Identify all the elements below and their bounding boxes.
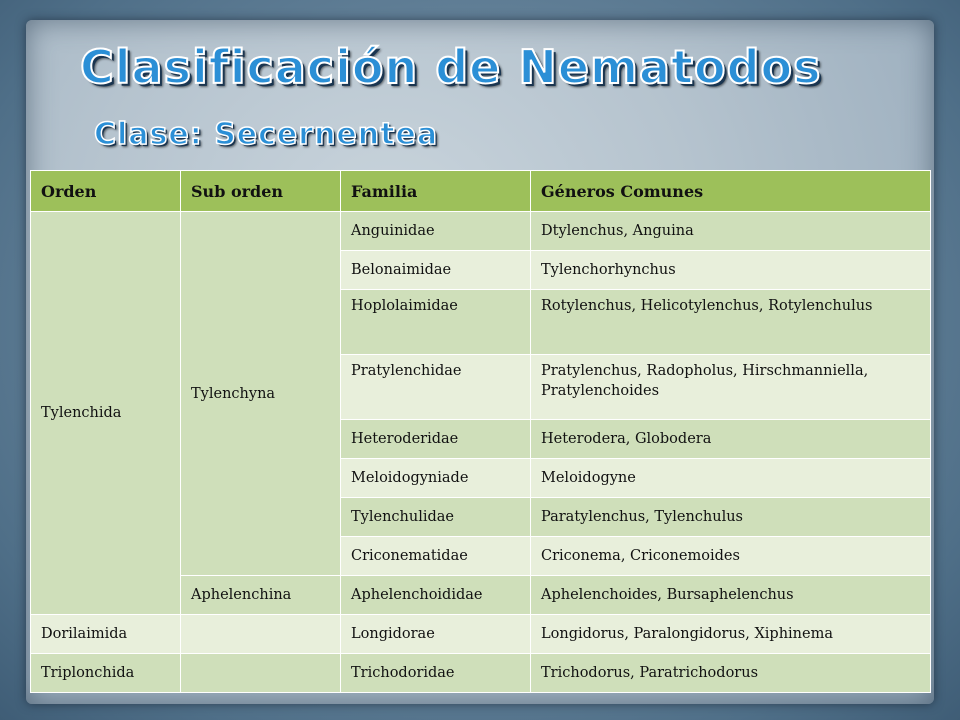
familia-cell: Criconematidae xyxy=(341,537,531,576)
header-sub-orden: Sub orden xyxy=(181,171,341,212)
suborden-cell: Aphelenchina xyxy=(181,576,341,615)
table-row xyxy=(31,654,931,693)
generos-cell: Meloidogyne xyxy=(531,459,931,498)
header-generos: Géneros Comunes xyxy=(531,171,931,212)
generos-cell: Paratylenchus, Tylenchulus xyxy=(531,498,931,537)
page-title: Clasificación de Nematodos xyxy=(80,40,822,94)
suborden-cell xyxy=(181,615,341,654)
generos-cell: Dtylenchus, Anguina xyxy=(531,212,931,251)
generos-cell: Aphelenchoides, Bursaphelenchus xyxy=(531,576,931,615)
header-orden: Orden xyxy=(31,171,181,212)
generos-cell: Longidorus, Paralongidorus, Xiphinema xyxy=(531,615,931,654)
suborden-cell xyxy=(181,654,341,693)
generos-cell: Tylenchorhynchus xyxy=(531,251,931,290)
orden-cell: Dorilaimida xyxy=(31,615,181,654)
familia-cell: Longidorae xyxy=(341,615,531,654)
table-row xyxy=(31,615,931,654)
orden-cell: Triplonchida xyxy=(31,654,181,693)
familia-cell: Hoplolaimidae xyxy=(341,290,531,355)
familia-cell: Heteroderidae xyxy=(341,420,531,459)
familia-cell: Tylenchulidae xyxy=(341,498,531,537)
generos-cell: Heterodera, Globodera xyxy=(531,420,931,459)
familia-cell: Belonaimidae xyxy=(341,251,531,290)
familia-cell: Meloidogyniade xyxy=(341,459,531,498)
generos-cell: Criconema, Criconemoides xyxy=(531,537,931,576)
table-row xyxy=(31,212,931,251)
classification-table xyxy=(30,170,931,693)
familia-cell: Trichodoridae xyxy=(341,654,531,693)
header-familia: Familia xyxy=(341,171,531,212)
page-subtitle: Clase: Secernentea xyxy=(94,117,439,152)
familia-cell: Anguinidae xyxy=(341,212,531,251)
suborden-cell: Tylenchyna xyxy=(181,212,341,576)
table-header-row xyxy=(31,171,931,212)
generos-cell: Trichodorus, Paratrichodorus xyxy=(531,654,931,693)
generos-cell: Pratylenchus, Radopholus, Hirschmanniella, Pratylenchoides xyxy=(531,355,931,420)
familia-cell: Aphelenchoididae xyxy=(341,576,531,615)
familia-cell: Pratylenchidae xyxy=(341,355,531,420)
generos-cell: Rotylenchus, Helicotylenchus, Rotylenchulus xyxy=(531,290,931,355)
orden-cell: Tylenchida xyxy=(31,212,181,615)
